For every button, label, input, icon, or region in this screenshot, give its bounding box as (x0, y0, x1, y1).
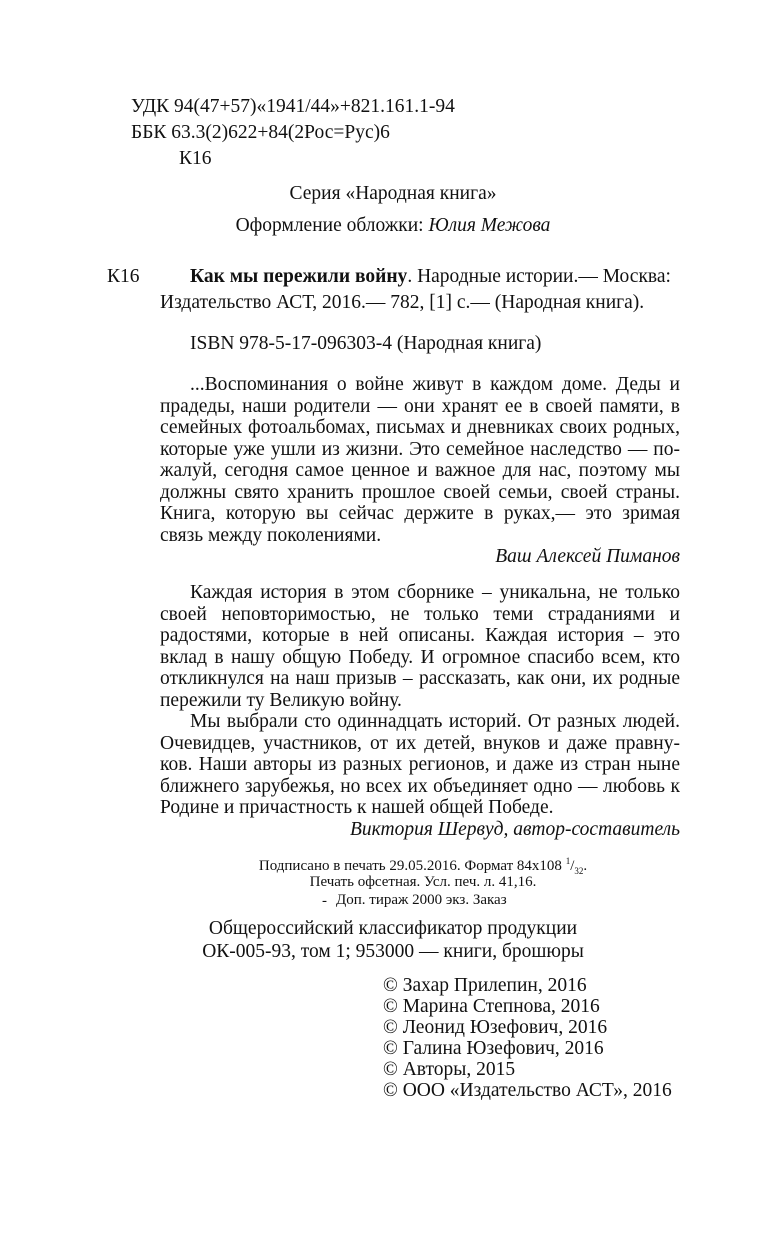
cover-design-line (0, 215, 768, 237)
copyright-item: © Захар Прилепин, 2016 (383, 975, 587, 996)
cover-designer-name: Юлия Межова (428, 215, 551, 236)
copyright-item: © Леонид Юзефович, 2016 (383, 1017, 608, 1038)
catalog-line-1-rest: . Народные истории.— Москва: (407, 266, 671, 287)
classifier-line-2: ОК-005-93, том 1; 953000 — книги, брошюры (202, 941, 584, 962)
quote-line: ...Воспоминания о войне живут в каждом доме. Деды и (190, 374, 680, 395)
quote-block (160, 374, 680, 568)
book-title: Как мы пережили войну (190, 266, 408, 287)
udk-code: УДК 94(47+57)«1941/44»+821.161.1-94 (131, 96, 455, 117)
print-info-text: Подписано в печать 29.05.2016. Формат 84х108 (258, 858, 562, 874)
catalog-line-2: Издательство АСТ, 2016.— 782, [1] с.— (Народная книга). (160, 292, 645, 313)
foreword-line: Мы выбрали сто одиннадцать историй. От разных людей. (190, 711, 680, 732)
quote-line: жалуй, сегодня самое ценное и важное для нас, поэтому мы (160, 460, 680, 481)
foreword-line: пережили ту Великую войну. (160, 689, 402, 711)
foreword-line: вклад в нашу общую Победу. И огромное спасибо всем, кто (160, 646, 680, 668)
catalog-line-1 (190, 266, 680, 288)
quote-line: которые уже ушли из жизни. Это семейное наследство — по- (160, 438, 680, 460)
quote-line: должны свято хранить прошлое своей семьи, своей страны. (160, 481, 680, 503)
foreword-line: Каждая история в этом сборнике – уникальна, не только (190, 582, 680, 603)
bbk-code: ББК 63.3(2)622+84(2Рос=Рус)6 (131, 122, 390, 143)
foreword-line: Родине и причастность к нашей общей Победе. (160, 797, 554, 818)
foreword-line: Очевидцев, участников, от их детей, внуков и даже правну- (160, 732, 680, 754)
copyright-item: © Авторы, 2015 (383, 1059, 516, 1080)
cover-design-label: Оформление обложки: (235, 215, 429, 236)
quote-line: прадеды, наши родители — они хранят ее в своей памяти, в (160, 395, 680, 417)
foreword-block (160, 582, 680, 840)
format-numerator: 1 (565, 856, 571, 866)
catalog-code: К16 (107, 266, 140, 287)
classifier-line-1: Общероссийский классификатор продукции (208, 918, 578, 939)
print-info-mark: - (322, 893, 327, 909)
print-info-line-1: Подписано в печать 29.05.2016. Формат 84х108 $^1/_{32}$. (258, 856, 588, 876)
foreword-signature: Виктория Шервуд, автор-составитель (350, 818, 680, 840)
series-line: Серия «Народная книга» (289, 183, 497, 204)
print-info-line-2: Печать офсетная. Усл. печ. л. 41,16. (309, 874, 537, 890)
copyright-item: © ООО «Издательство АСТ», 2016 (383, 1080, 672, 1101)
quote-line: семейных фотоальбомах, письмах и дневниках своих родных, (160, 417, 680, 438)
foreword-line: ближнего зарубежья, но всех их объединяет одно — любовь к (160, 775, 680, 797)
copyright-item: © Марина Степнова, 2016 (383, 996, 600, 1017)
foreword-line: радостями, которые в ней описаны. Каждая история – это (160, 625, 680, 646)
copyright-item: © Галина Юзефович, 2016 (383, 1038, 604, 1059)
isbn-line: ISBN 978-5-17-096303-4 (Народная книга) (190, 333, 542, 354)
quote-signature: Ваш Алексей Пиманов (495, 546, 680, 567)
print-info-line-3: Доп. тираж 2000 экз. Заказ (336, 892, 507, 908)
quote-line: Книга, которую вы сейчас держите в руках,— это зримая (160, 503, 680, 524)
foreword-line: ков. Наши авторы из разных регионов, и даже из стран ныне (160, 754, 680, 775)
copyright-list (383, 975, 672, 1101)
print-info-end: . (583, 858, 588, 874)
quote-line: связь между поколениями. (160, 524, 382, 546)
foreword-line: своей неповторимостью, не только теми страданиями и (160, 603, 680, 625)
format-denominator: 32 (574, 866, 584, 876)
foreword-line: откликнулся на наш призыв – рассказать, как они, их родные (160, 668, 680, 689)
author-mark: К16 (179, 148, 212, 169)
